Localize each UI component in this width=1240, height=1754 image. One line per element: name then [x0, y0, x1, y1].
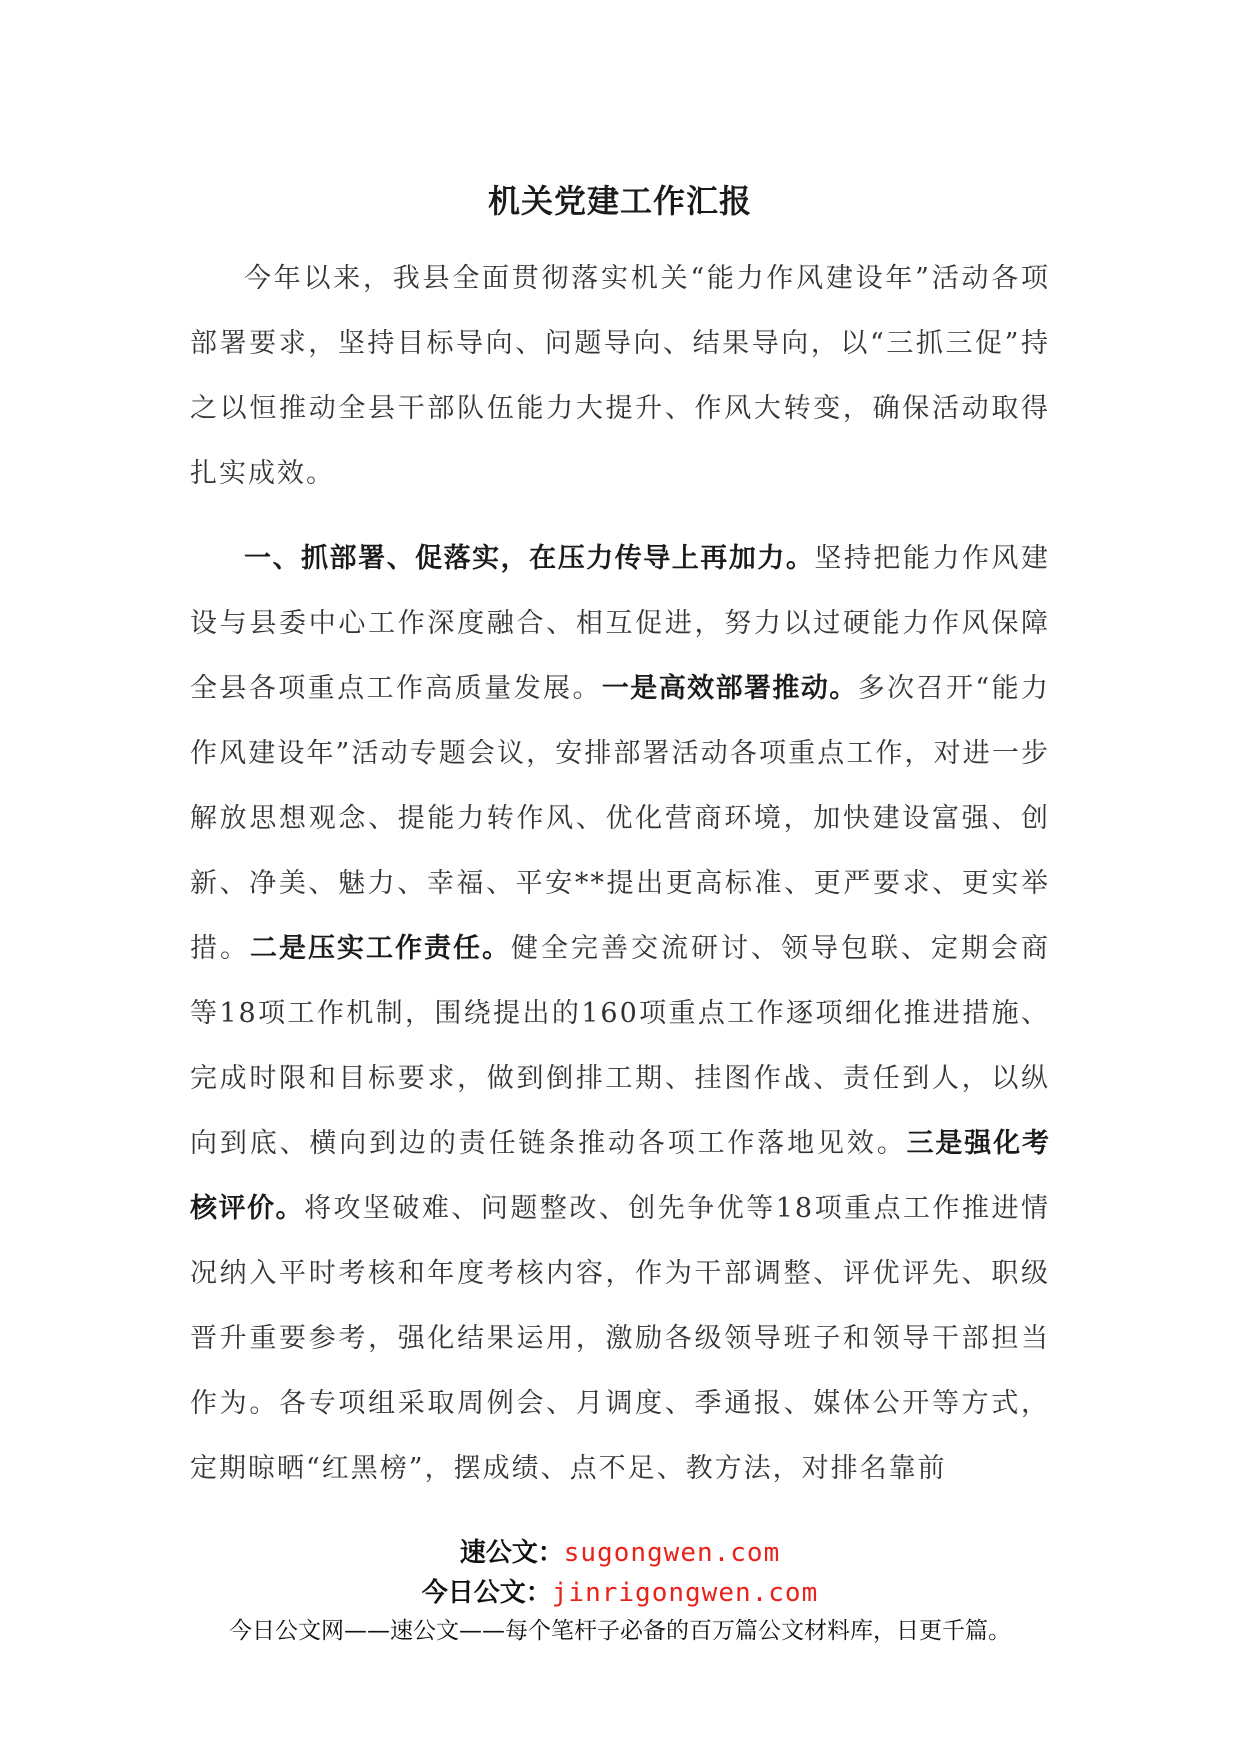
footer-label-sugongwen: 速公文： — [459, 1538, 564, 1568]
section-1-paragraph — [190, 526, 1050, 1501]
point-1-text: 多次召开“能力作风建设年”活动专题会议，安排部署活动各项重点工作，对进一步解放思想观念、提能力转作风、优化营商环境，加快建设富强、创新、净美、魅力、幸福、平安**提出更高标准、更严要求、更实举措。 — [190, 673, 1051, 964]
section-1-block — [190, 526, 1050, 1501]
intro-block — [190, 246, 1050, 506]
point-3-title: 三是强化考核评价。 — [190, 1128, 1051, 1224]
intro-paragraph: 今年以来，我县全面贯彻落实机关“能力作风建设年”活动各项部署要求，坚持目标导向、问题导向、结果导向，以“三抓三促”持之以恒推动全县干部队伍能力大提升、作风大转变，确保活动取得扎实成效。 — [190, 263, 1050, 489]
sugongwen-link[interactable]: sugongwen.com — [563, 1538, 781, 1568]
jinrigongwen-link[interactable]: jinrigongwen.com — [551, 1578, 819, 1608]
footer-line-jinrigongwen — [0, 1572, 1240, 1609]
point-1-title: 一是高效部署推动。 — [601, 673, 858, 704]
point-2-title: 二是压实工作责任。 — [250, 933, 511, 964]
section-1-heading: 一、抓部署、促落实，在压力传导上再加力。 — [244, 543, 815, 574]
footer-label-jinrigongwen: 今日公文： — [421, 1578, 552, 1608]
footer-line-sugongwen — [0, 1532, 1240, 1569]
point-3-text: 将攻坚破难、问题整改、创先争优等18项重点工作推进情况纳入平时考核和年度考核内容，作为干部调整、评优评先、职级晋升重要参考，强化结果运用，激励各级领导班子和领导干部担当作为。各专项组采取周例会、月调度、季通报、媒体公开等方式，定期晾晒“红黑榜”，摆成绩、点不足、教方法，对排名靠前 — [190, 1193, 1051, 1484]
document-title: 机关党建工作汇报 — [487, 182, 752, 220]
footer-slogan: 今日公文网——速公文——每个笔杆子必备的百万篇公文材料库，日更千篇。 — [229, 1618, 1011, 1644]
section-1-text: 坚持把能力作风建设与县委中心工作深度融合、相互促进，努力以过硬能力作风保障全县各项重点工作高质量发展。 — [190, 543, 1051, 704]
point-2-text: 健全完善交流研讨、领导包联、定期会商等18项工作机制，围绕提出的160项重点工作逐项细化推进措施、完成时限和目标要求，做到倒排工期、挂图作战、责任到人，以纵向到底、横向到边的责任链条推动各项工作落地见效。 — [190, 933, 1050, 1159]
